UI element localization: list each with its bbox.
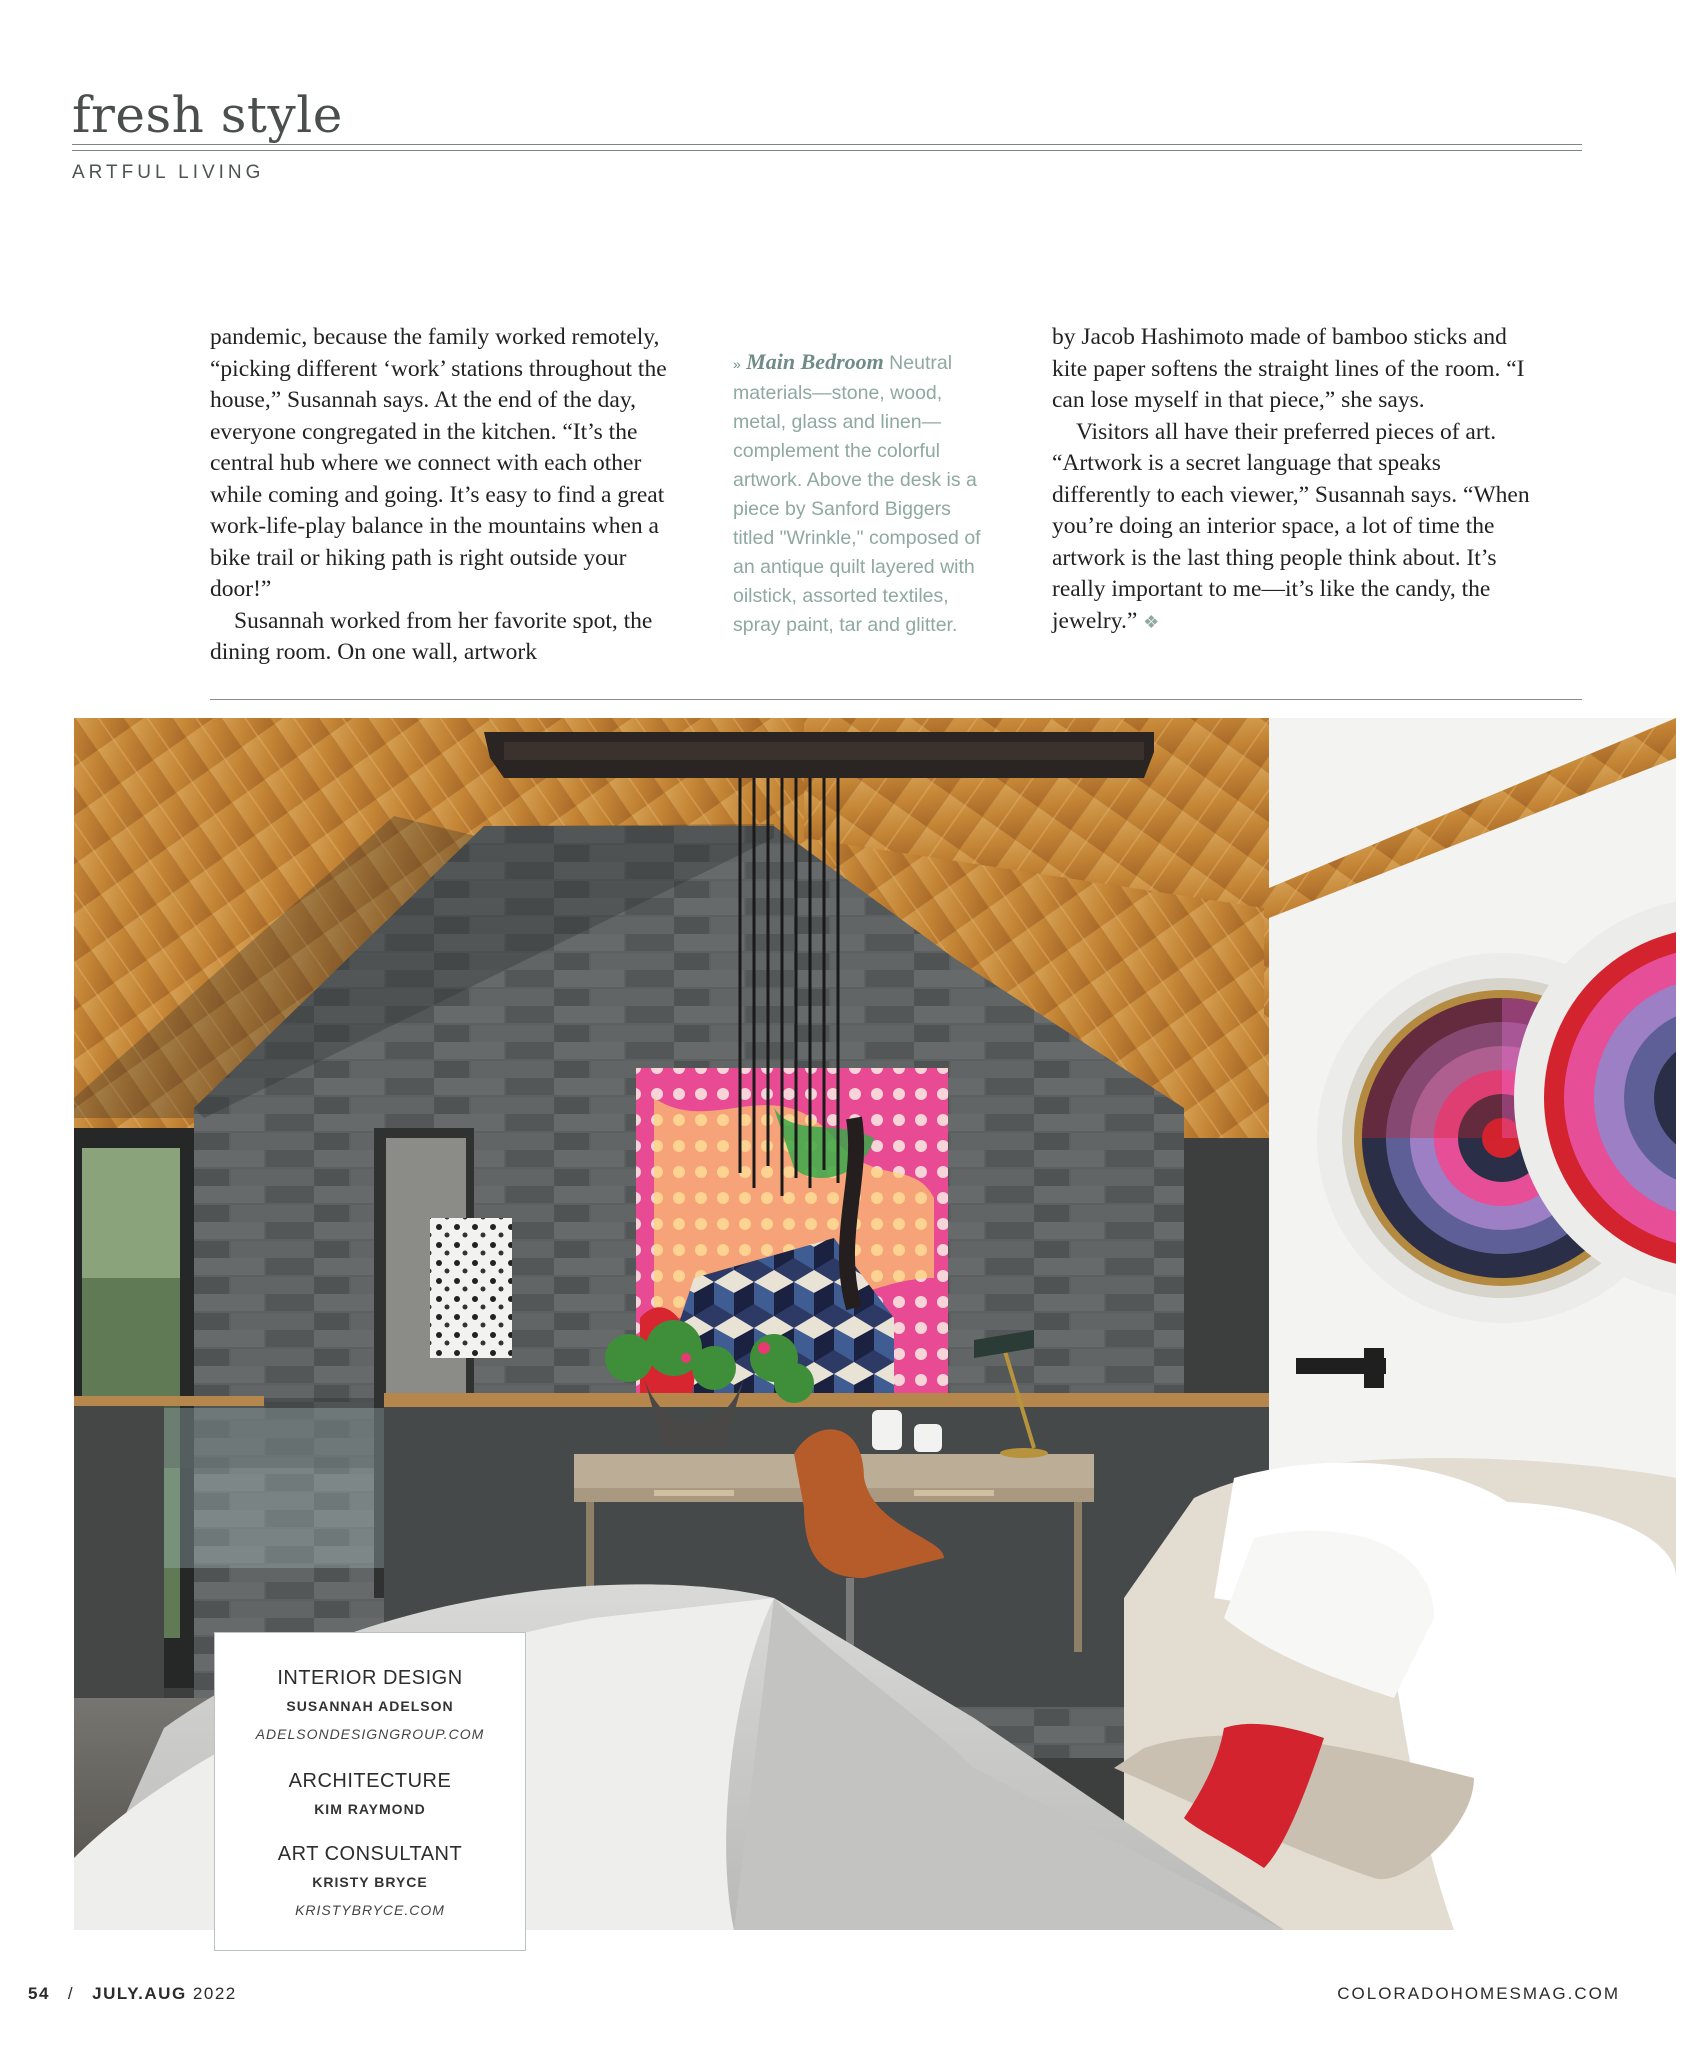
section-title: fresh style: [72, 86, 343, 144]
section-divider: [210, 699, 1582, 700]
caption-text: Neutral materials—stone, wood, metal, glass and linen—complement the colorful artwork. Above the desk is a piece by Sanford Biggers titled "Wrinkle," composed of an antique quilt layered with oilstick, assorted textiles, spray paint, tar and glitter.: [733, 352, 981, 636]
article-paragraph: pandemic, because the family worked remotely, “picking different ‘work’ stations throughout the house,” Susannah says. At the end of the day, everyone congregated in the kitchen. “It’s the central hub where we connect with each other while coming and going. It’s easy to find a great work-life-play balance in the mountains when a bike trail or hiking path is right outside your door!”: [210, 324, 667, 602]
page-number: 54: [28, 1984, 50, 2003]
issue-month: JULY.AUG: [92, 1984, 187, 2003]
footer-separator: /: [67, 1984, 75, 2003]
credits-box: [214, 1632, 526, 1951]
credit-site-interior[interactable]: ADELSONDESIGNGROUP.COM: [255, 1726, 485, 1742]
caption-heading: Main Bedroom: [746, 349, 884, 374]
photo-caption: [733, 347, 995, 640]
article-paragraph: Susannah worked from her favorite spot, the dining room. On one wall, artwork: [210, 607, 653, 665]
credit-role-art-consultant: ART CONSULTANT: [277, 1843, 463, 1865]
issue-year: 2022: [192, 1984, 237, 2003]
credit-name-interior-designer: SUSANNAH ADELSON: [286, 1698, 454, 1714]
credit-name-art-consultant: KRISTY BRYCE: [312, 1874, 428, 1890]
article-paragraph: [1052, 417, 1532, 639]
article-paragraph: by Jacob Hashimoto made of bamboo sticks and kite paper softens the straight lines of the room. “I can lose myself in that piece,” she says.: [1052, 324, 1525, 413]
credit-name-architect: KIM RAYMOND: [314, 1801, 426, 1817]
footer-folio: [28, 1984, 237, 2004]
article-column-1: [210, 322, 680, 669]
end-mark-icon: ❖: [1143, 611, 1160, 632]
article-column-3: [1052, 322, 1532, 638]
article-paragraph-text: Visitors all have their preferred pieces of art. “Artwork is a secret language that speaks differently to each viewer,” Susannah says. “When you’re doing an interior space, a lot of time the artwork is the last thing people think about. It’s really important to me—it’s like the candy, the jewelry.”: [1052, 418, 1530, 634]
credit-site-art-consultant[interactable]: KRISTYBRYCE.COM: [295, 1902, 445, 1918]
footer-website[interactable]: COLORADOHOMESMAG.COM: [1337, 1984, 1620, 2003]
credit-role-architecture: ARCHITECTURE: [288, 1770, 452, 1792]
header-rule: [72, 144, 1582, 151]
credit-role-interior-design: INTERIOR DESIGN: [277, 1667, 463, 1689]
section-subtitle: ARTFUL LIVING: [72, 162, 265, 183]
chevron-down-icon: »: [733, 356, 741, 372]
